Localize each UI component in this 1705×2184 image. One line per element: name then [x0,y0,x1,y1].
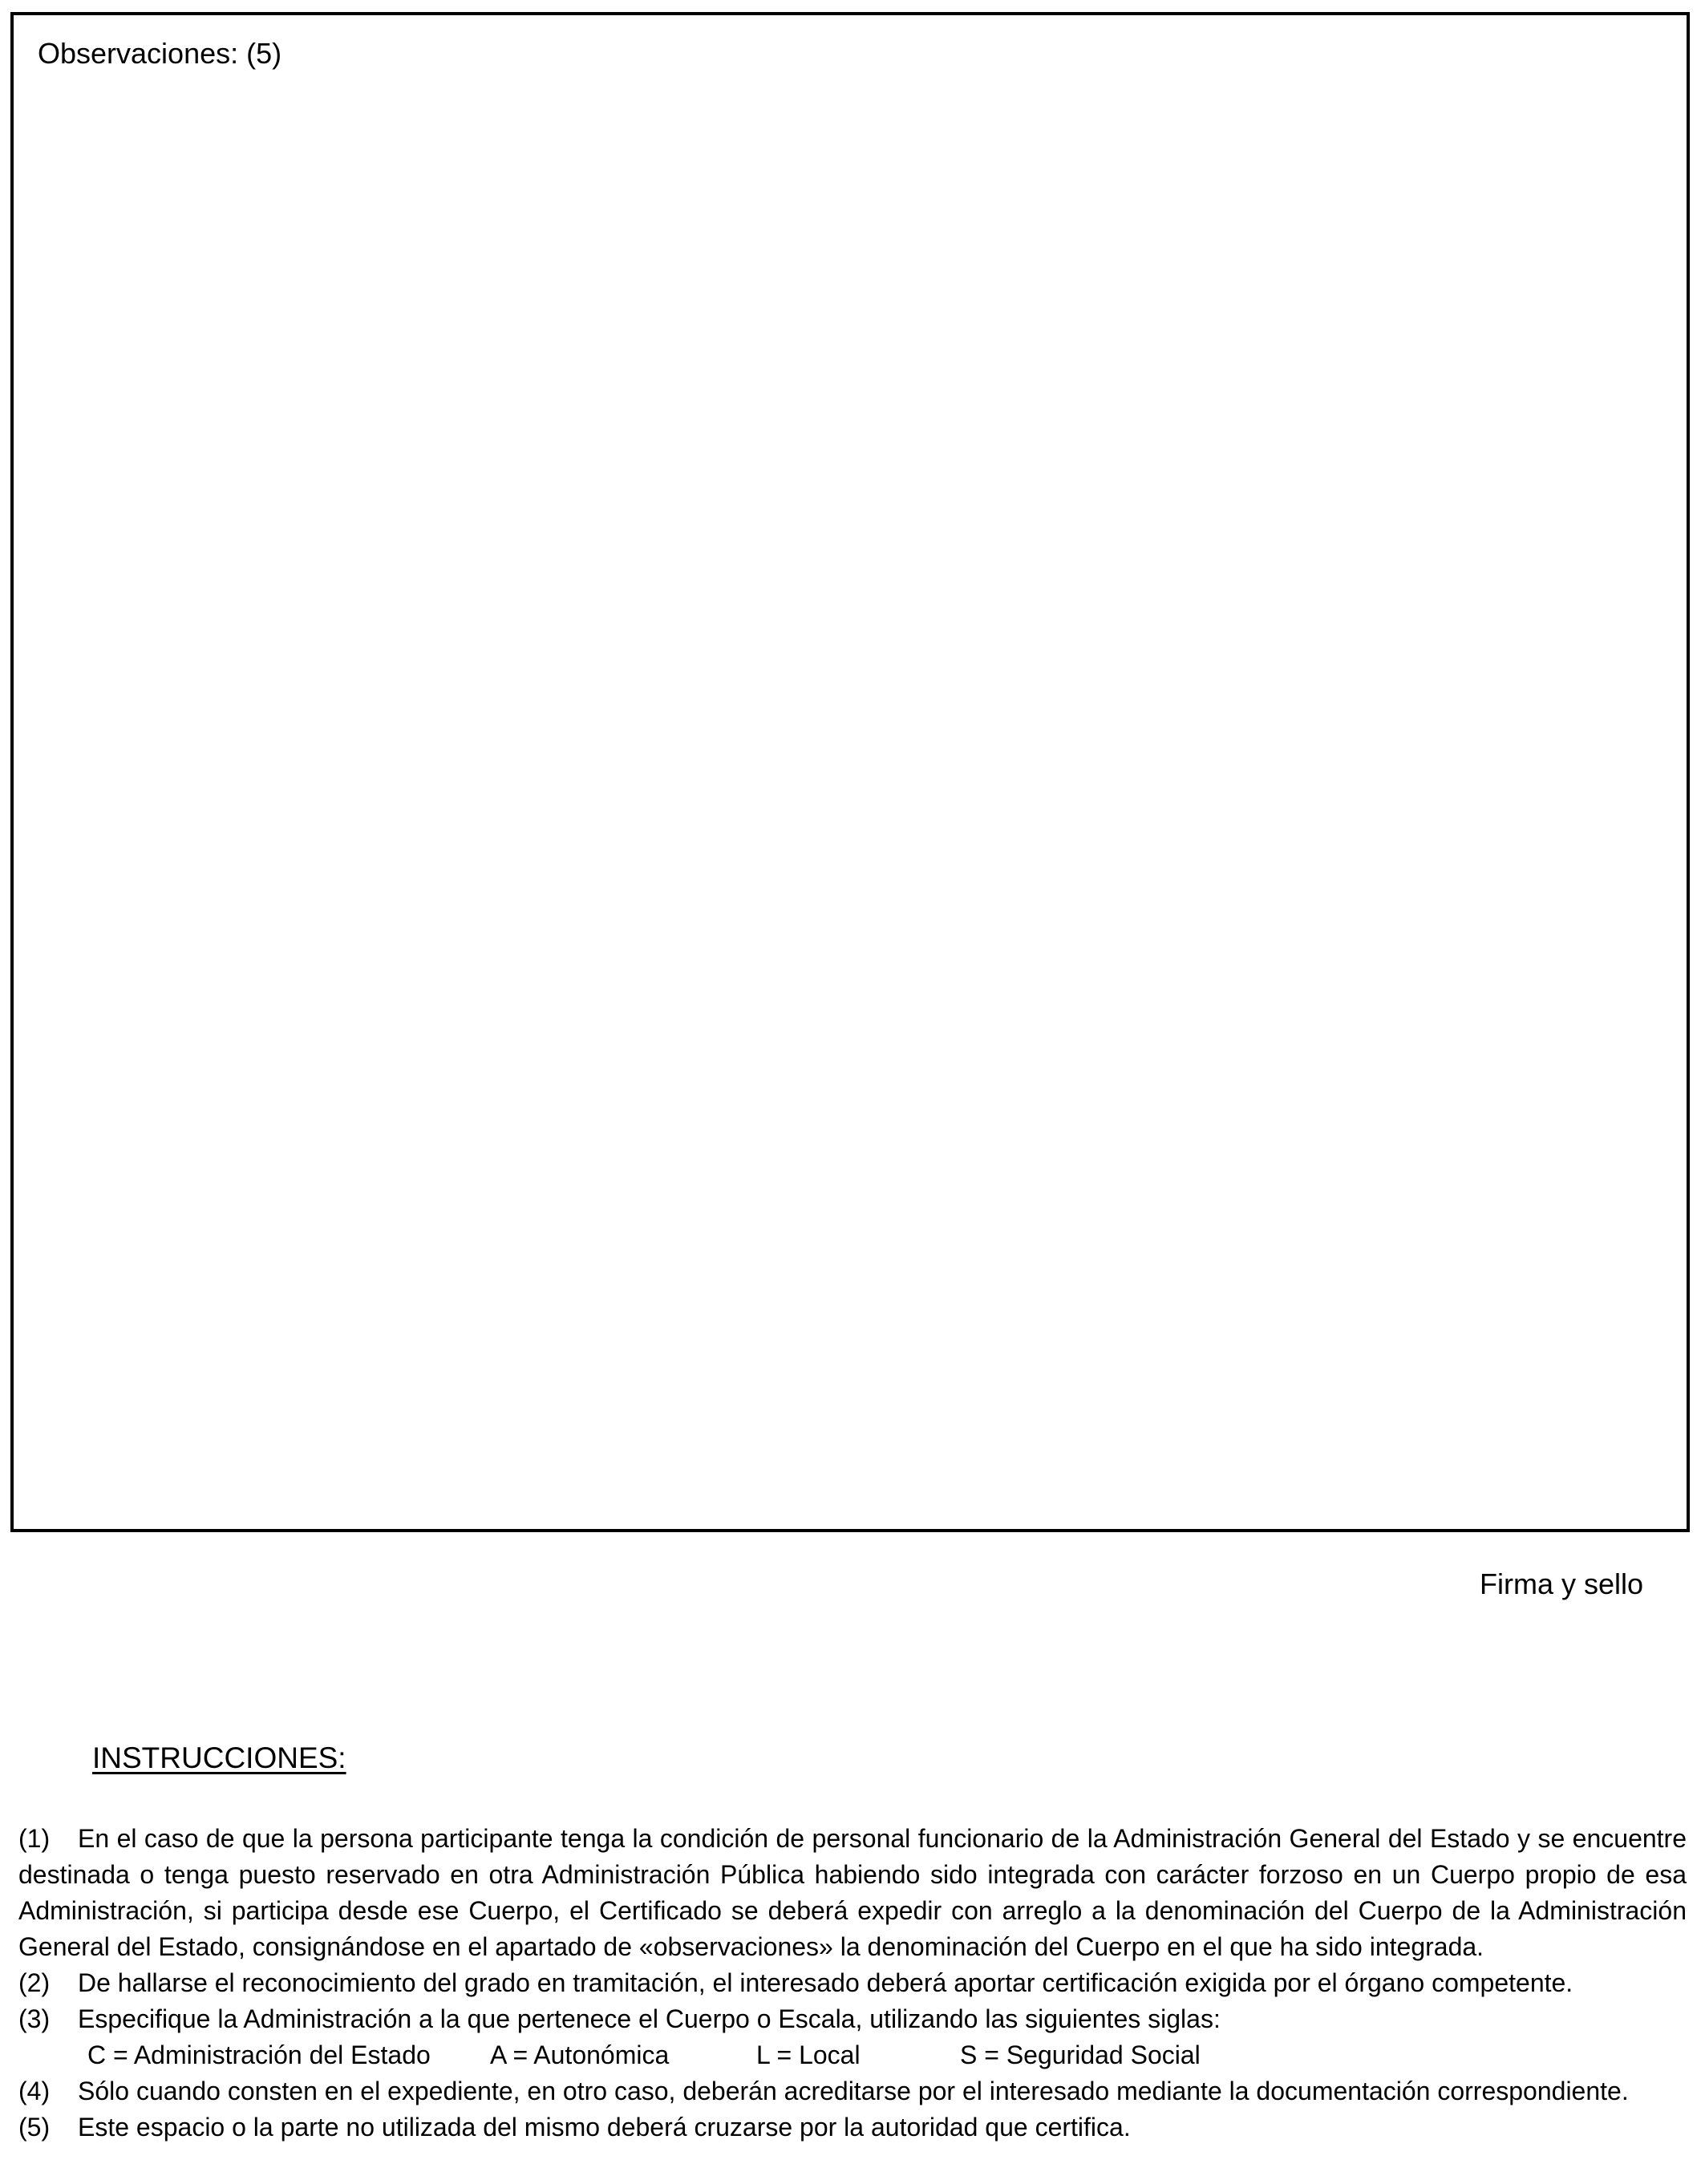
note-text: Sólo cuando consten en el expediente, en otro caso, deberán acreditarse por el interesado mediante la documentación correspondiente. [78,2077,1629,2105]
sigla-estado: C = Administración del Estado [87,2040,431,2069]
note-number: (5) [18,2113,51,2142]
sigla-seguridad-social: S = Seguridad Social [960,2040,1201,2069]
note-number: (2) [18,1968,51,1997]
note-text: Especifique la Administración a la que pertenece el Cuerpo o Escala, utilizando las siguientes siglas: [78,2004,1221,2033]
sigla-local: L = Local [756,2040,861,2069]
note-text: En el caso de que la persona participante tenga la condición de personal funcionario de la Administración General del Estado y se encuentre destinada o tenga puesto reservado en otra Administración Pública habiendo sido integrada con carácter forzoso en un Cuerpo propio de esa Administración, si participa desde ese Cuerpo, el Certificado se deberá expedir con arreglo a la denominación del Cuerpo de la Administración General del Estado, consignándose en el apartado de «observaciones» la denominación del Cuerpo en el que ha sido integrada. [18,1824,1687,1961]
observaciones-label: Observaciones: (5) [38,37,282,70]
note-1 [18,1821,1687,1965]
instructions-title: INSTRUCCIONES: [92,1741,346,1774]
siglas-row [18,2037,1687,2073]
observaciones-box [10,12,1690,1532]
note-number: (3) [18,2004,51,2033]
note-number: (1) [18,1824,51,1853]
note-3 [18,2001,1687,2037]
instructions-notes [18,1821,1687,2146]
note-5 [18,2109,1687,2146]
note-text: De hallarse el reconocimiento del grado en tramitación, el interesado deberá aportar certificación exigida por el órgano competente. [78,1968,1573,1997]
note-text: Este espacio o la parte no utilizada del mismo deberá cruzarse por la autoridad que certifica. [78,2113,1131,2142]
note-4 [18,2073,1687,2109]
note-2 [18,1965,1687,2001]
note-number: (4) [18,2077,51,2105]
sigla-autonomica: A = Autonómica [490,2040,670,2069]
signature-label: Firma y sello [1480,1567,1644,1600]
